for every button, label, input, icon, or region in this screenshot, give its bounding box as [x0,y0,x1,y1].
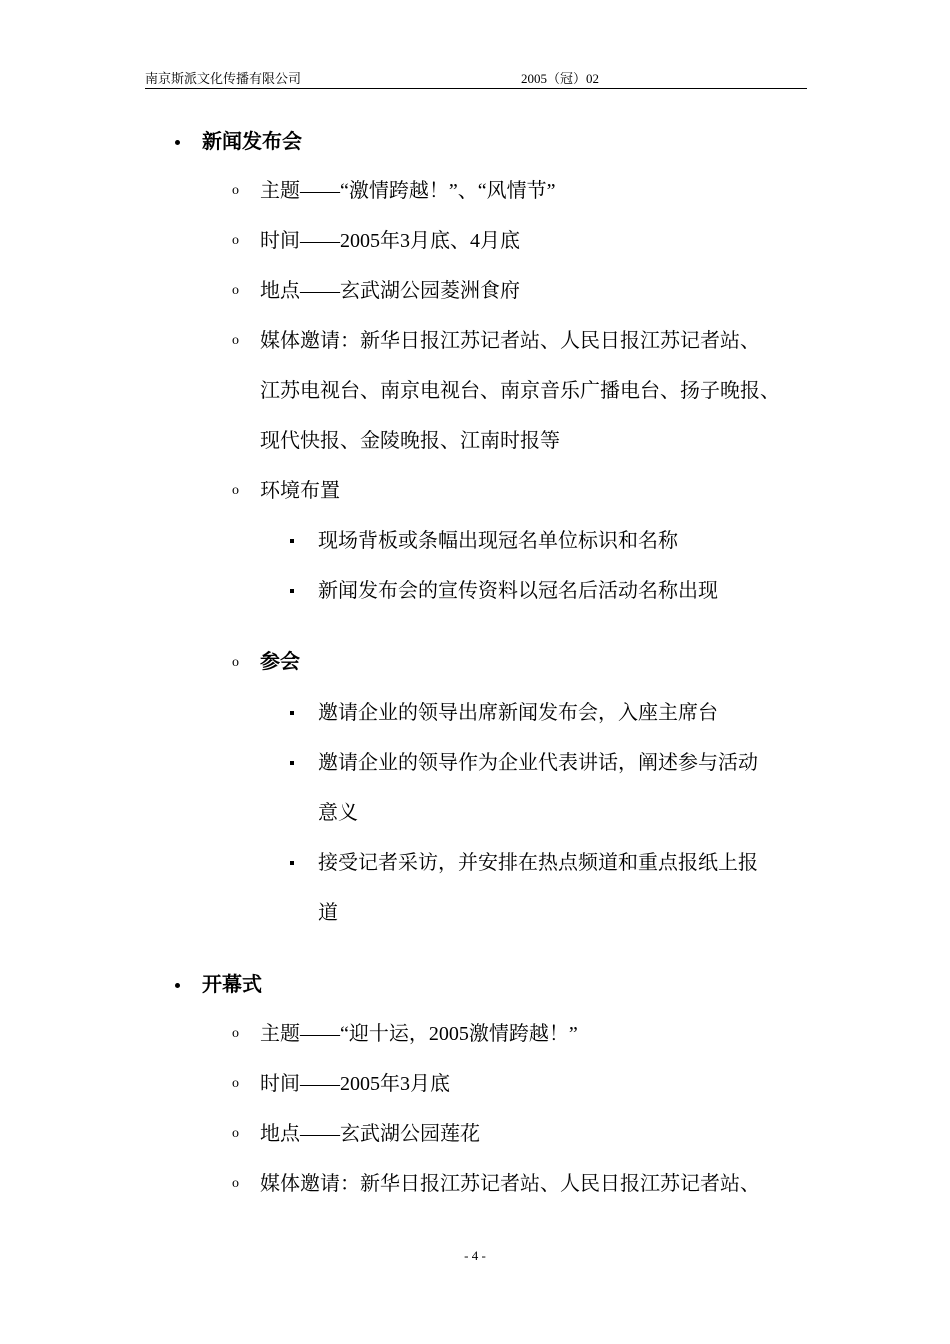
list-item-time: 时间——2005年3月底、4月底 [260,230,520,252]
sub-item-env-2: 新闻发布会的宣传资料以冠名后活动名称出现 [318,580,718,602]
square-bullet-icon [290,589,294,593]
sub-item-env-1: 现场背板或条幅出现冠名单位标识和名称 [318,530,678,552]
circle-bullet-icon: o [232,283,239,298]
list-item-attend: 参会 [260,651,300,673]
section-title-press-conference: 新闻发布会 [202,131,302,153]
bullet-dot-icon [175,140,180,145]
sub-item-attend-1: 邀请企业的领导出席新闻发布会，入座主席台 [318,702,718,724]
sub-item-attend-3-line1: 接受记者采访，并安排在热点频道和重点报纸上报 [318,852,758,874]
header-company: 南京斯派文化传播有限公司 [145,71,302,86]
circle-bullet-icon: o [232,333,239,348]
bullet-dot-icon [175,983,180,988]
sub-item-attend-2-line2: 意义 [318,802,358,824]
circle-bullet-icon: o [232,1076,239,1091]
list-item-place: 地点——玄武湖公园菱洲食府 [260,280,520,302]
header-doc-number: 2005（冠）02 [521,71,600,86]
circle-bullet-icon: o [232,483,239,498]
list-item-media-line3: 现代快报、金陵晚报、江南时报等 [260,430,560,452]
sub-item-attend-3-line2: 道 [318,902,338,924]
section-title-opening-ceremony: 开幕式 [202,974,262,996]
circle-bullet-icon: o [232,1026,239,1041]
list-item-place-2: 地点——玄武湖公园莲花 [260,1123,480,1145]
page-number: - 4 - [464,1248,486,1263]
square-bullet-icon [290,539,294,543]
list-item-environment: 环境布置 [260,480,340,502]
page-header [145,66,807,89]
list-item-media-line1: 媒体邀请：新华日报江苏记者站、人民日报江苏记者站、 [260,330,760,352]
list-item-media-line2: 江苏电视台、南京电视台、南京音乐广播电台、扬子晚报、 [260,380,780,402]
circle-bullet-icon: o [232,233,239,248]
list-item-theme: 主题——“激情跨越！”、“风情节” [260,180,556,202]
list-item-theme-2: 主题——“迎十运，2005激情跨越！” [260,1023,578,1045]
list-item-time-2: 时间——2005年3月底 [260,1073,450,1095]
circle-bullet-icon: o [232,183,239,198]
square-bullet-icon [290,861,294,865]
square-bullet-icon [290,711,294,715]
sub-item-attend-2-line1: 邀请企业的领导作为企业代表讲话，阐述参与活动 [318,752,758,774]
square-bullet-icon [290,761,294,765]
list-item-media-2: 媒体邀请：新华日报江苏记者站、人民日报江苏记者站、 [260,1173,760,1195]
circle-bullet-icon: o [232,655,239,670]
circle-bullet-icon: o [232,1176,239,1191]
circle-bullet-icon: o [232,1126,239,1141]
